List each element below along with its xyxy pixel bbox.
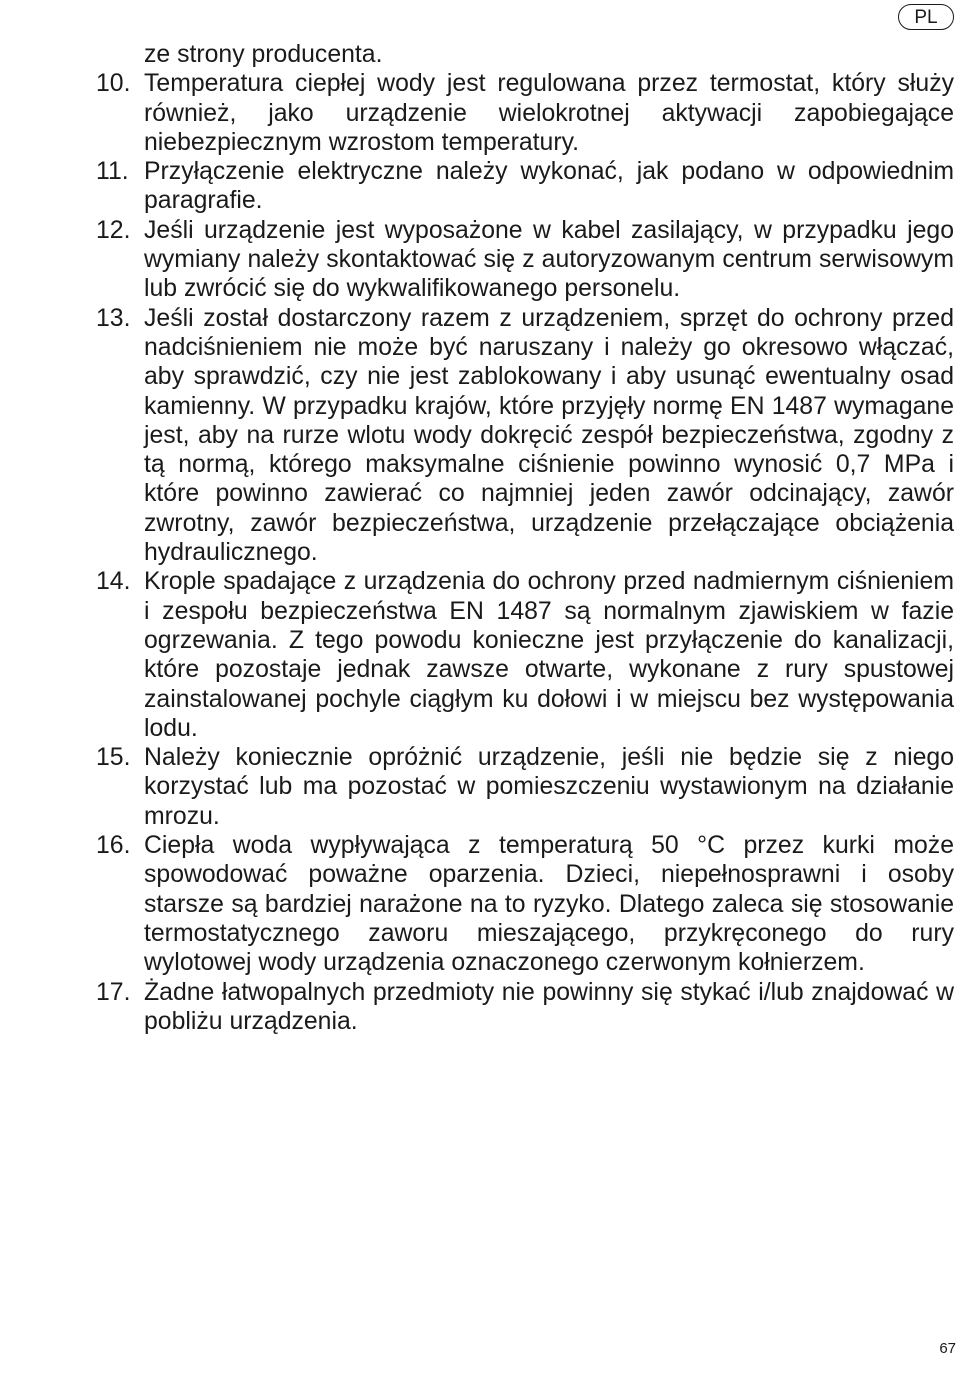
item-text: Przyłączenie elektryczne należy wykonać, jak podano w odpowiednim paragrafie. bbox=[144, 158, 954, 215]
list-item bbox=[96, 69, 954, 157]
item-number: 17. bbox=[96, 978, 131, 1006]
list-item bbox=[96, 304, 954, 568]
item-number: 12. bbox=[96, 216, 131, 244]
item-number: 13. bbox=[96, 304, 131, 332]
list-item bbox=[96, 157, 954, 216]
item-text: Temperatura ciepłej wody jest regulowana przez termostat, który służy również, jako urządzenie wielokrotnej aktywacji zapobiegające niebezpiecznym wzrostom temperatury. bbox=[144, 70, 954, 156]
item-number: 11. bbox=[96, 158, 129, 186]
item-text: Krople spadające z urządzenia do ochrony przed nadmiernym ciśnieniem i zespołu bezpieczeństwa EN 1487 są normalnym zjawiskiem w fazie ogrzewania. Z tego powodu konieczne jest przyłączenie do kanalizacji, które pozostaje jednak zawsze otwarte, wykonane z rury spustowej zainstalowanej pochyle ciągłym ku dołowi i w miejscu bez występowania lodu. bbox=[144, 568, 954, 742]
list-item bbox=[96, 831, 954, 977]
continued-text: ze strony producenta. bbox=[144, 41, 383, 68]
item-number: 15. bbox=[96, 744, 131, 772]
list-item bbox=[96, 743, 954, 831]
item-number: 16. bbox=[96, 832, 131, 860]
item-text: Ciepła woda wypływająca z temperaturą 50 °C przez kurki może spowodować poważne oparzenia. Dzieci, niepełnosprawni i osoby starsze są bardziej narażone na to ryzyko. Dlatego zaleca się stosowanie termostatycznego zaworu mieszającego, przykręconego do rury wylotowej wody urządzenia oznaczonego czerwonym kołnierzem. bbox=[144, 832, 954, 977]
item-text: Żadne łatwopalnych przedmioty nie powinny się stykać i/lub znajdować w pobliżu urządzenia. bbox=[144, 978, 954, 1035]
item-number: 14. bbox=[96, 568, 131, 596]
language-badge: PL bbox=[898, 4, 954, 30]
instruction-list bbox=[96, 40, 954, 1036]
list-item bbox=[96, 216, 954, 304]
item-text: Jeśli został dostarczony razem z urządzeniem, sprzęt do ochrony przed nadciśnieniem nie może być naruszany i należy go okresowo włączać, aby sprawdzić, czy nie jest zablokowany i aby usunąć ewentualny osad kamienny. W przypadku krajów, które przyjęły normę EN 1487 wymagane jest, aby na rurze wlotu wody dokręcić zespół bezpieczeństwa, zgodny z tą normą, którego maksymalne ciśnienie powinno wynosić 0,7 MPa i które powinno zawierać co najmniej jeden zawór odcinający, zawór zwrotny, zawór bezpieczeństwa, urządzenie przełączające obciążenia hydraulicznego. bbox=[144, 304, 954, 567]
page-number: 67 bbox=[939, 1340, 956, 1357]
list-item bbox=[96, 978, 954, 1037]
item-text: Należy koniecznie opróżnić urządzenie, jeśli nie będzie się z niego korzystać lub ma pozostać w pomieszczeniu wystawionym na działanie mrozu. bbox=[144, 744, 954, 830]
item-text: Jeśli urządzenie jest wyposażone w kabel zasilający, w przypadku jego wymiany należy skontaktować się z autoryzowanym centrum serwisowym lub zwrócić się do wykwalifikowanego personelu. bbox=[144, 216, 954, 303]
item-number: 10. bbox=[96, 70, 131, 98]
list-item bbox=[96, 567, 954, 743]
